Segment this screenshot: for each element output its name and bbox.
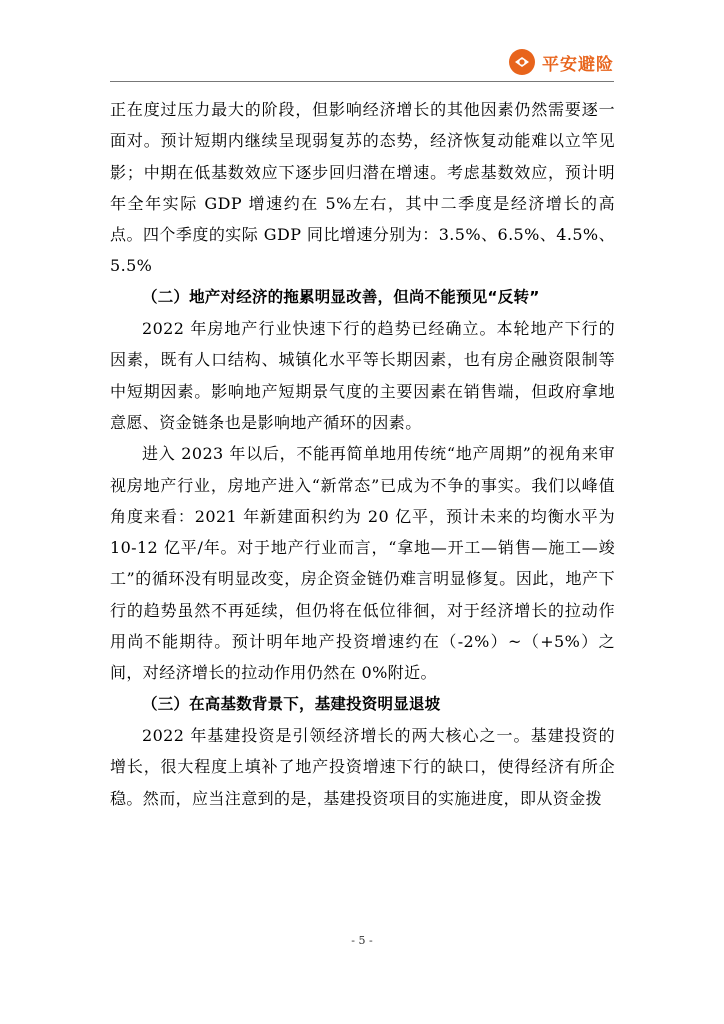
header-divider [110, 81, 614, 82]
page-number: - 5 - [351, 934, 373, 947]
paragraph-real-estate-2022: 2022 年房地产行业快速下行的趋势已经确立。本轮地产下行的因素，既有人口结构、城镇化水平等长期因素，也有房企融资限制等中短期因素。影响地产短期景气度的主要因素在销售端，但政府拿地意愿、资金链条也是影响地产循环的因素。 [110, 319, 615, 432]
section-heading-real-estate: （二）地产对经济的拖累明显改善，但尚不能预见“反转” [142, 287, 540, 306]
brand-name: 平安避险 [542, 54, 614, 75]
section-heading-infrastructure: （三）在高基数背景下，基建投资明显退坡 [142, 694, 441, 713]
paragraph-real-estate-2023: 进入 2023 年以后，不能再简单地用传统“地产周期”的视角来审视房地产行业，房地产进入“新常态”已成为不争的事实。我们以峰值角度来看：2021 年新建面积约为 20 亿平，预计未来的均衡水平为 10-12 亿平/年。对于地产行业而言，“拿地—开工—销售—施工—竣工”的循环没有明显改变，房企资金链仍难言明显修复。因此，地产下行的趋势虽然不再延续，但仍将在低位徘徊，对于经济增长的拉动作用尚不能期待。预计明年地产投资增速约在（-2%）~（+5%）之间，对经济增长的拉动作用仍然在 0%附近。 [110, 444, 615, 683]
paragraph-infrastructure-2022: 2022 年基建投资是引领经济增长的两大核心之一。基建投资的增长，很大程度上填补了地产投资增速下行的缺口，使得经济有所企稳。然而，应当注意到的是，基建投资项目的实施进度，即从资金拨 [110, 725, 615, 808]
document-body [110, 94, 615, 814]
brand-logo [508, 48, 614, 76]
ping-an-logo-icon [508, 48, 536, 76]
page-header [0, 0, 724, 82]
paragraph-gdp-outlook: 正在度过压力最大的阶段，但影响经济增长的其他因素仍然需要逐一面对。预计短期内继续呈现弱复苏的态势，经济恢复动能难以立竿见影；中期在低基数效应下逐步回归潜在增速。考虑基数效应，预计明年全年实际 GDP 增速约在 5%左右，其中二季度是经济增长的高点。四个季度的实际 GDP 同比增速分别为：3.5%、6.5%、4.5%、5.5% [110, 100, 615, 276]
